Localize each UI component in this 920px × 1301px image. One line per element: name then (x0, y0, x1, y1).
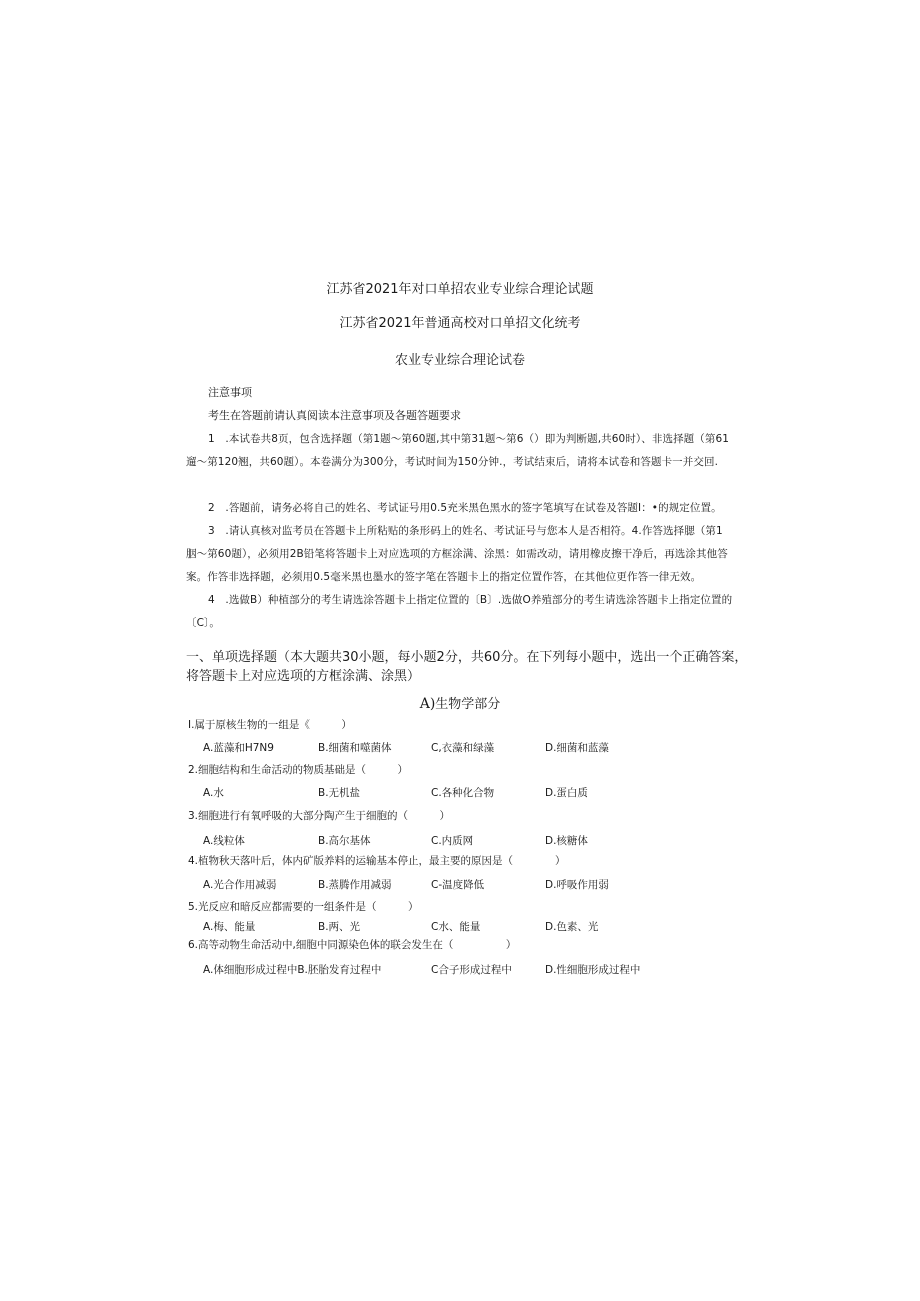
option-c: C.各种化合物 (431, 787, 495, 799)
option-d: D.性细胞形成过程中 (545, 964, 641, 976)
part-heading (0, 694, 920, 715)
notice-item-2: 2 .答题前，请务必将自己的姓名、考试证号用0.5充米黑色黑水的签字笔填写在试卷及答题I：•的规定位置。 (208, 502, 722, 514)
question-stem: 6.高等动物生命活动中,细胞中同源染色体的联会发生在（ ） (188, 939, 517, 951)
notice-item-4: 4 .选做B）种植部分的考生请选涂答题卡上指定位置的〔B〕.选做O养殖部分的考生请选涂答题卡上指定位置的〔C〕。 (186, 594, 733, 629)
option-c: C合子形成过程中 (431, 964, 512, 976)
option-a: A.线粒体 (203, 835, 245, 847)
option-d: D.呼吸作用弱 (545, 879, 609, 891)
question-stem: 4.植物秋天落叶后，体内矿版养料的运输基本停止，最主要的原因是（ ） (188, 855, 566, 867)
subtitle: 江苏省2021年普通高校对口单招文化统考 (339, 316, 581, 331)
option-c: C.内质网 (431, 835, 474, 847)
part-label: 生物学部分 (435, 697, 501, 712)
part-mark: A) (419, 696, 436, 712)
option-a: A.水 (203, 787, 224, 799)
paper-title: 农业专业综合理论试卷 (394, 353, 525, 368)
option-c: C-温度降低 (431, 879, 485, 891)
question-stem: 2.细胞结构和生命活动的物质基础是（ ） (188, 764, 409, 776)
option-b: B.细菌和噬菌体 (318, 742, 392, 754)
question-options (0, 740, 920, 756)
option-b: B.无机盐 (318, 787, 361, 799)
notice-heading: 注意事项 (208, 386, 252, 399)
option-b: B.两、光 (318, 921, 361, 933)
section-heading: 一、单项选择题（本大题共30小题，每小题2分，共60分。在下列每小题中，选出一个正确答案，将答题卡上对应选项的方框涂满、涂黑） (186, 650, 748, 684)
question-options (0, 833, 920, 849)
option-a: A.梅、能量 (203, 921, 256, 933)
question-options (0, 962, 920, 978)
question-stem: I.属于原核生物的一组是《 ） (188, 719, 352, 731)
notice-item-3: 3 .请认真核对监考员在答题卡上所粘贴的条形码上的姓名、考试证号与您本人是否相符。4.作答选择腮（第1胭〜第60题），必须用2B铅笔将答题卡上对应选项的方框涂满、涂黑：如需改动，请用橡皮擦干净后，再选涂其他答案。作答非选择题，必须用0.5毫米黑也墨水的签字笔在答题卡上的指定位置作答，在其他位更作答一律无效。 (186, 525, 728, 583)
option-b: B.蒸腾作用减弱 (318, 879, 392, 891)
main-title: 江苏省2021年对口单招农业专业综合理论试题 (326, 282, 594, 297)
question-options (0, 919, 920, 935)
option-c: C,衣藻和绿藻 (431, 742, 495, 754)
option-c: C水、能量 (431, 921, 481, 933)
option-a: A.蓝藻和H7N9 (203, 742, 274, 754)
question-stem: 5.光反应和暗反应都需要的一组条件是（ ） (188, 901, 419, 913)
option-b: B.高尔基体 (318, 835, 371, 847)
notice-intro: 考生在答题前请认真阅读本注意事项及各题答题要求 (208, 409, 461, 422)
option-a: A.光合作用减弱 (203, 879, 277, 891)
option-d: D.色素、光 (545, 921, 599, 933)
question-options (0, 785, 920, 801)
option-d: D.细菌和蓝藻 (545, 742, 609, 754)
question-stem: 3.细胞进行有氧呼吸的大部分陶产生于细胞的（ ） (188, 810, 451, 822)
option-d: D.蛋白质 (545, 787, 588, 799)
option-a-b: A.体细胞形成过程中B.胚胎发育过程中 (203, 964, 382, 976)
option-d: D.核糖体 (545, 835, 588, 847)
question-options (0, 877, 920, 893)
notice-item-1: 1 .本试卷共8页，包含选择题（第1题〜第60题,其中第31题〜第6（）即为判断题,共60时）、非选择题（第61遛〜第120翘，共60题）。本卷满分为300分，考试时间为150分钟.，考试结束后，请将本试卷和答题卡一并交回. (186, 433, 730, 468)
